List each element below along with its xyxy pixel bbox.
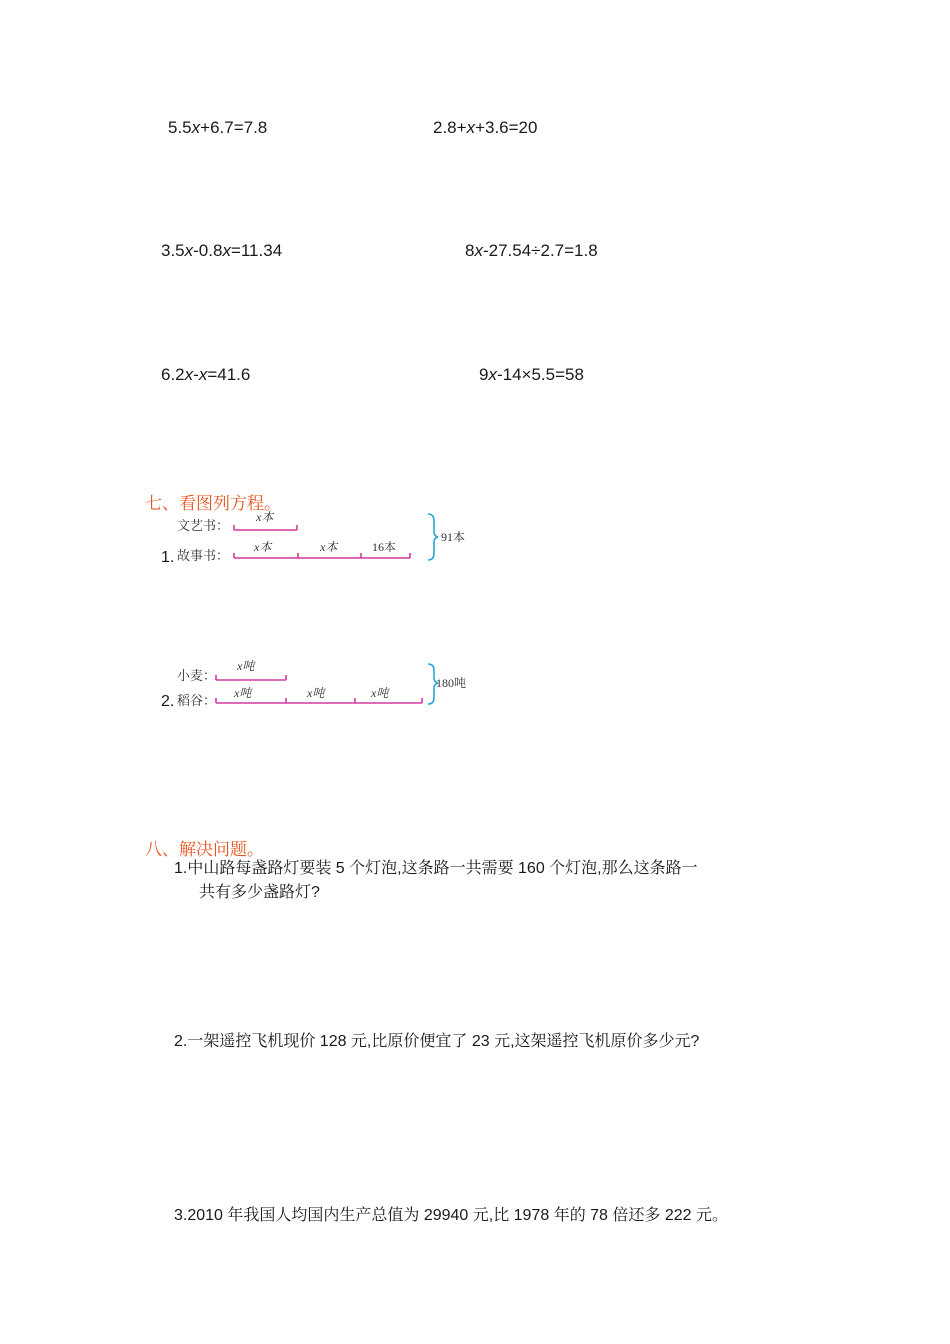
diagram-1-row2-segment-2: x本 (320, 540, 338, 554)
diagram-2-row1-bar (216, 675, 286, 680)
section-8-title: 八、解决问题。 (145, 840, 264, 859)
diagram-1-total: 91本 (441, 530, 466, 544)
equation-5: 6.2x-x=41.6 (161, 365, 251, 384)
diagram-1-brace (428, 514, 438, 560)
diagram-2-total: 180吨 (436, 676, 467, 690)
diagram-2-row1-label: 小麦： (177, 668, 217, 683)
problem-3: 3.2010 年我国人均国内生产总值为 29940 元,比 1978 年的 78 倍还多 222 元。 (174, 1207, 728, 1224)
diagram-1-number: 1. (161, 549, 175, 566)
equation-4: 8x-27.54÷2.7=1.8 (465, 241, 598, 260)
problem-1-line-2: 共有多少盏路灯? (199, 884, 320, 901)
diagram-2 (170, 655, 480, 715)
diagram-1-row1-label: 文艺书： (177, 518, 230, 533)
equation-2: 2.8+x+3.6=20 (433, 118, 538, 137)
diagram-1-row1-bar (234, 525, 297, 530)
section-7-title: 七、看图列方程。 (145, 494, 281, 513)
diagram-2-row2-label: 稻谷： (177, 693, 217, 708)
equation-6: 9x-14×5.5=58 (479, 365, 584, 384)
problem-1-line-1: 1.中山路每盏路灯要装 5 个灯泡,这条路一共需要 160 个灯泡,那么这条路一 (174, 860, 698, 877)
problem-2: 2.一架遥控飞机现价 128 元,比原价便宜了 23 元,这架遥控飞机原价多少元? (174, 1033, 700, 1050)
problem-1 (174, 857, 698, 905)
diagram-2-row1-segment: x吨 (237, 659, 255, 673)
diagram-2-row2-segment-1: x吨 (234, 686, 252, 700)
diagram-2-row2-segment-2: x吨 (307, 686, 325, 700)
diagram-1-row2-segment-3: 16本 (372, 540, 397, 554)
diagram-2-row2-segment-3: x吨 (371, 686, 389, 700)
diagram-1-row2-label: 故事书： (177, 548, 230, 563)
diagram-1-row1-segment: x本 (256, 510, 274, 524)
diagram-1-row2-segment-1: x本 (254, 540, 272, 554)
diagram-2-number: 2. (161, 693, 175, 710)
equation-3: 3.5x-0.8x=11.34 (161, 241, 283, 260)
equation-1: 5.5x+6.7=7.8 (168, 118, 268, 137)
diagram-1 (170, 505, 480, 575)
